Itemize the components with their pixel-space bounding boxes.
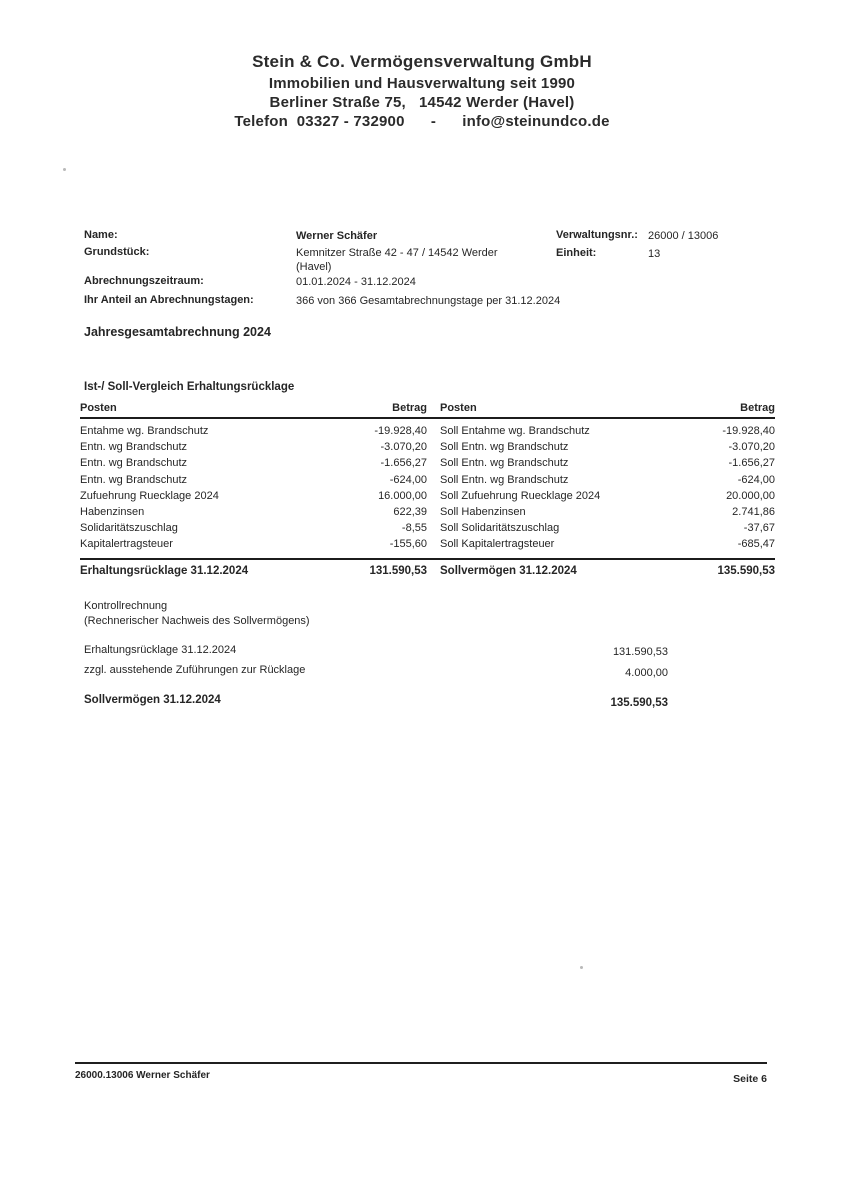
ist-posten: Entn. wg Brandschutz: [80, 441, 188, 454]
header-posten-soll: Posten: [440, 402, 477, 414]
kr-total-label: Sollvermögen 31.12.2024: [84, 694, 221, 706]
ist-posten: Solidaritätszuschlag: [80, 522, 178, 535]
soll-posten: Soll Solidaritätszuschlag: [440, 522, 560, 535]
footer-reference: 26000.13006 Werner Schäfer: [75, 1070, 210, 1081]
ist-posten: Entahme wg. Brandschutz: [80, 425, 209, 437]
company-name: Stein & Co. Vermögensverwaltung GmbH: [252, 52, 592, 71]
soll-posten: Soll Entn. wg Brandschutz: [440, 441, 569, 454]
total-soll-label: Sollvermögen 31.12.2024: [440, 564, 577, 577]
comparison-title: Ist-/ Soll-Vergleich Erhaltungsrücklage: [84, 381, 295, 393]
row-gap: [427, 520, 440, 536]
soll-betrag: -19.928,40: [722, 425, 775, 437]
kr-total-value: 135.590,53: [610, 697, 668, 709]
row-gap: [427, 565, 440, 577]
soll-posten: Soll Entahme wg. Brandschutz: [440, 425, 590, 437]
soll-posten: Soll Kapitalertragsteuer: [440, 538, 555, 551]
name-value: Werner Schäfer: [296, 230, 378, 242]
ist-betrag: -8,55: [401, 522, 427, 535]
row-gap: [427, 504, 440, 520]
zeitraum-value: 01.01.2024 - 31.12.2024: [296, 276, 416, 288]
comparison-table: [80, 402, 775, 577]
row-gap: [427, 423, 440, 439]
company-contact: Telefon 03327 - 732900 - info@steinundco.de: [234, 113, 610, 130]
ist-betrag: -19.928,40: [374, 425, 427, 437]
table-row: [80, 504, 775, 520]
anteil-label: Ihr Anteil an Abrechnungstagen:: [84, 294, 254, 306]
ist-posten: Entn. wg Brandschutz: [80, 473, 188, 486]
table-row: [80, 472, 775, 488]
soll-betrag: -3.070,20: [728, 441, 775, 454]
soll-betrag: 2.741,86: [732, 506, 775, 519]
soll-betrag: -685,47: [737, 538, 775, 551]
table-row: [80, 423, 775, 439]
ist-posten: Zufuehrung Ruecklage 2024: [80, 489, 219, 502]
ist-betrag: -155,60: [389, 538, 427, 551]
total-ist-value: 131.590,53: [369, 564, 427, 577]
soll-posten: Soll Zufuehrung Ruecklage 2024: [440, 489, 601, 502]
table-row: [80, 455, 775, 471]
soll-betrag: -1.656,27: [728, 457, 775, 470]
kontrollrechnung-title: Kontrollrechnung: [84, 600, 168, 612]
table-body: [80, 417, 775, 560]
company-tagline: Immobilien und Hausverwaltung seit 1990: [268, 75, 576, 92]
table-row: [80, 536, 775, 552]
verwaltungsnr-label: Verwaltungsnr.:: [556, 229, 638, 241]
soll-betrag: -37,67: [743, 522, 775, 535]
einheit-label: Einheit:: [556, 247, 597, 259]
table-row: [80, 488, 775, 504]
company-address: Berliner Straße 75, 14542 Werder (Havel): [269, 94, 575, 111]
kr-row2-value: 4.000,00: [625, 667, 668, 679]
ist-posten: Habenzinsen: [80, 506, 145, 519]
total-soll-value: 135.590,53: [717, 564, 775, 577]
soll-betrag: -624,00: [737, 473, 775, 486]
ist-posten: Entn. wg Brandschutz: [80, 457, 188, 470]
ist-betrag: -1.656,27: [380, 457, 427, 470]
grundstueck-value: Kemnitzer Straße 42 - 47 / 14542 Werder (Havel): [296, 247, 498, 273]
scan-speck: [580, 966, 583, 969]
table-totals-row: [80, 560, 775, 577]
page-number: Seite 6: [733, 1073, 767, 1085]
kr-row1-label: Erhaltungsrücklage 31.12.2024: [84, 644, 237, 656]
anteil-value: 366 von 366 Gesamtabrechnungstage per 31.12.2024: [296, 295, 561, 307]
header-betrag-ist: Betrag: [392, 402, 427, 414]
letterhead: [0, 50, 844, 131]
kr-row2-label: zzgl. ausstehende Zuführungen zur Rücklage: [84, 664, 306, 676]
grundstueck-label: Grundstück:: [84, 246, 150, 258]
row-gap: [427, 455, 440, 471]
einheit-value: 13: [648, 248, 661, 260]
soll-posten: Soll Habenzinsen: [440, 506, 526, 519]
row-gap: [427, 472, 440, 488]
row-gap: [427, 536, 440, 552]
soll-posten: Soll Entn. wg Brandschutz: [440, 473, 569, 486]
footer-rule: [75, 1062, 767, 1064]
document-title: Jahresgesamtabrechnung 2024: [84, 325, 271, 339]
header-betrag-soll: Betrag: [740, 402, 775, 414]
table-row: [80, 520, 775, 536]
row-gap: [427, 439, 440, 455]
zeitraum-label: Abrechnungszeitraum:: [84, 275, 204, 287]
kontrollrechnung-subtitle: (Rechnerischer Nachweis des Sollvermögens): [84, 615, 310, 627]
ist-betrag: -624,00: [389, 473, 427, 486]
ist-betrag: -3.070,20: [380, 441, 427, 454]
header-posten-ist: Posten: [80, 402, 117, 414]
ist-betrag: 16.000,00: [378, 489, 427, 502]
soll-betrag: 20.000,00: [726, 489, 775, 502]
table-header-row: [80, 402, 775, 417]
ist-betrag: 622,39: [393, 506, 427, 519]
name-label: Name:: [84, 229, 118, 241]
ist-posten: Kapitalertragsteuer: [80, 538, 173, 551]
total-ist-label: Erhaltungsrücklage 31.12.2024: [80, 564, 249, 577]
verwaltungsnr-value: 26000 / 13006: [648, 230, 719, 242]
soll-posten: Soll Entn. wg Brandschutz: [440, 457, 569, 470]
row-gap: [427, 488, 440, 504]
kr-row1-value: 131.590,53: [612, 646, 668, 658]
header-gap: [427, 402, 440, 414]
scan-speck: [63, 168, 66, 171]
table-row: [80, 439, 775, 455]
